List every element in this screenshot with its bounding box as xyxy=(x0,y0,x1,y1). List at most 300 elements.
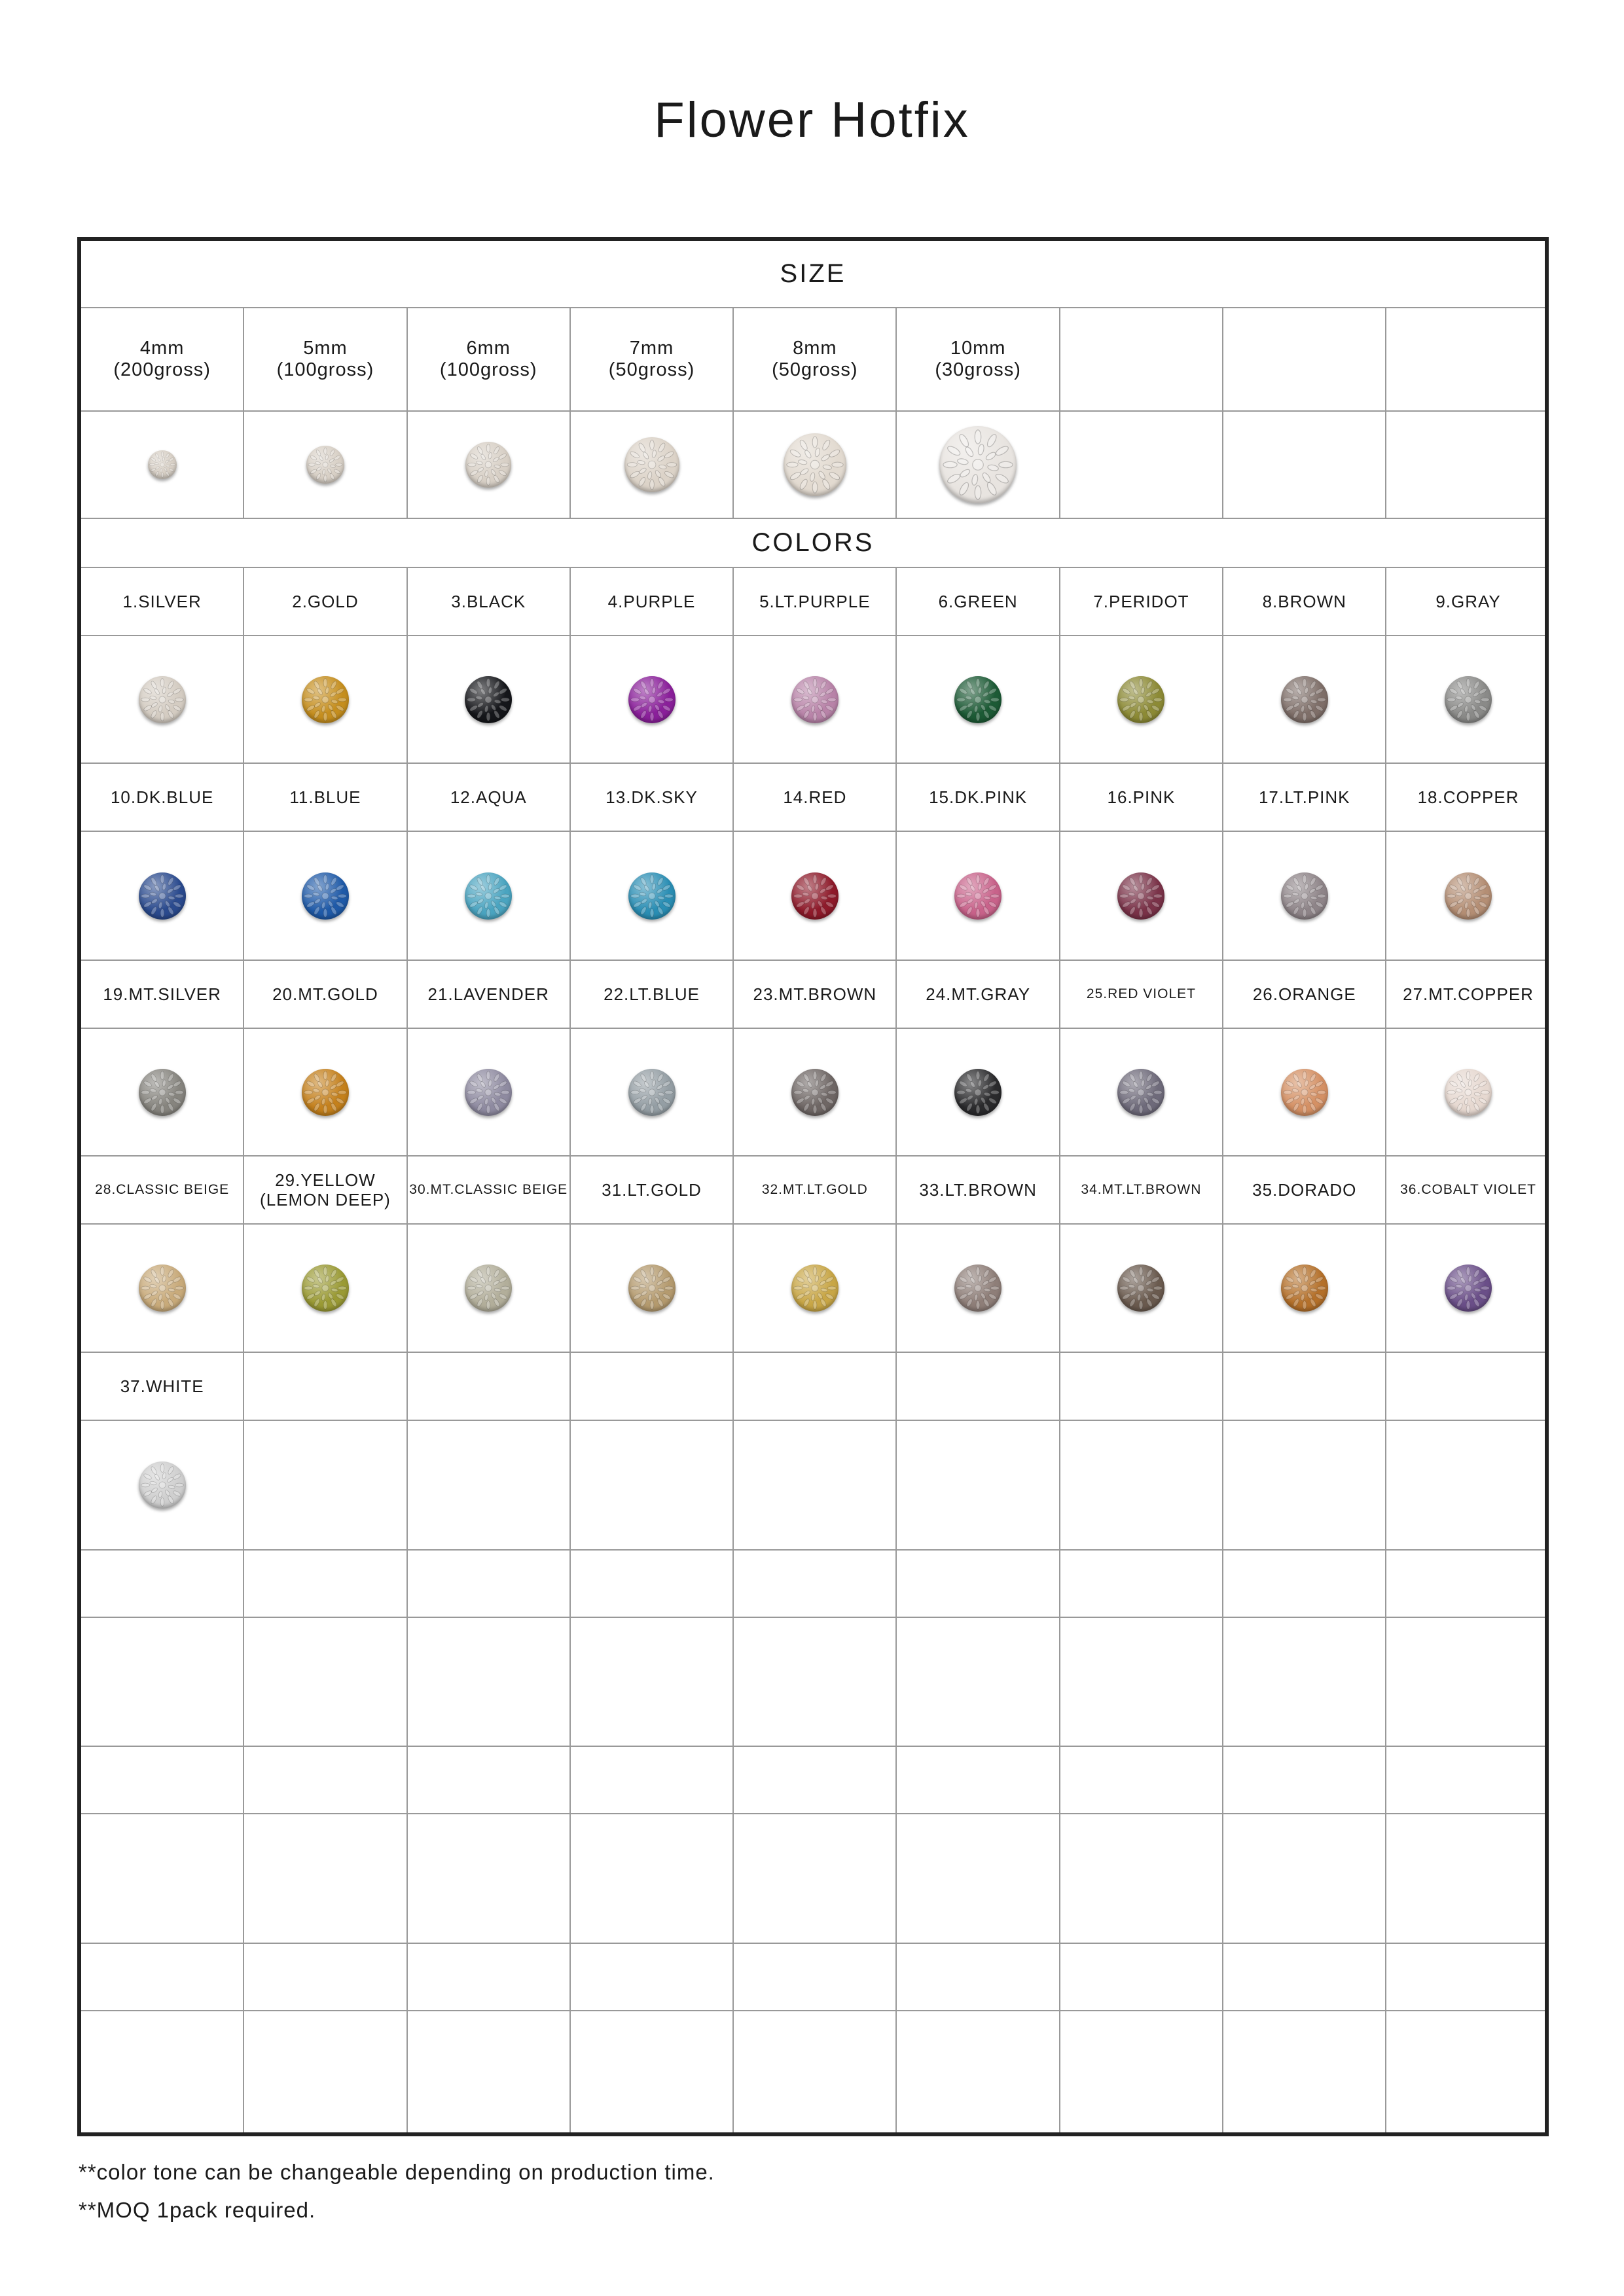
table-cell xyxy=(571,961,734,1028)
table-cell xyxy=(571,1814,734,1943)
color-swatch-32 xyxy=(791,1265,839,1312)
color-swatch-3 xyxy=(465,676,512,723)
table-cell xyxy=(408,636,571,762)
color-swatch-10 xyxy=(139,872,186,920)
table-cell xyxy=(1223,1747,1386,1813)
table-cell xyxy=(897,1944,1060,2010)
color-swatch-15 xyxy=(954,872,1001,920)
color-swatch-12 xyxy=(465,872,512,920)
table-cell xyxy=(1060,961,1223,1028)
table-cell xyxy=(408,1814,571,1943)
color-label: 3.BLACK xyxy=(451,592,526,611)
table-row xyxy=(81,1551,1545,1618)
flower-pattern-icon xyxy=(139,1462,186,1509)
color-label: 12.AQUA xyxy=(450,787,527,807)
color-label: 8.BROWN xyxy=(1262,592,1346,611)
flower-pattern-icon xyxy=(954,1069,1001,1116)
color-swatch-25 xyxy=(1117,1069,1164,1116)
table-cell xyxy=(244,2011,407,2132)
color-swatch-31 xyxy=(628,1265,676,1312)
table-cell xyxy=(1386,1944,1549,2010)
table-cell xyxy=(1386,1029,1549,1155)
color-swatch-1 xyxy=(139,676,186,723)
flower-pattern-icon xyxy=(628,1069,676,1116)
table-cell xyxy=(81,764,244,831)
color-label: 19.MT.SILVER xyxy=(103,984,221,1004)
table-cell xyxy=(81,308,244,410)
table-cell xyxy=(244,568,407,635)
flower-pattern-icon xyxy=(939,426,1017,503)
color-swatch-33 xyxy=(954,1265,1001,1312)
table-cell xyxy=(734,568,897,635)
note-color-tone: **color tone can be changeable depending on production time. xyxy=(79,2160,715,2184)
table-cell xyxy=(244,1421,407,1549)
table-cell xyxy=(81,2011,244,2132)
flower-pattern-icon xyxy=(784,433,846,496)
table-row xyxy=(81,1814,1545,1944)
color-label: 30.MT.CLASSIC BEIGE xyxy=(409,1182,568,1197)
table-cell xyxy=(734,1944,897,2010)
table-cell xyxy=(897,568,1060,635)
table-cell xyxy=(408,1029,571,1155)
table-cell xyxy=(897,1551,1060,1617)
table-cell xyxy=(734,636,897,762)
table-cell xyxy=(734,1157,897,1223)
table-row xyxy=(81,636,1545,764)
table-cell xyxy=(1223,764,1386,831)
table-cell xyxy=(734,1747,897,1813)
table-cell xyxy=(81,961,244,1028)
table-cell xyxy=(244,1618,407,1746)
table-cell xyxy=(1223,412,1386,518)
flower-pattern-icon xyxy=(1117,1069,1164,1116)
table-cell xyxy=(897,1353,1060,1420)
table-cell xyxy=(734,1421,897,1549)
table-cell xyxy=(1060,1747,1223,1813)
size-label: 10mm (30gross) xyxy=(935,338,1021,380)
color-label: 24.MT.GRAY xyxy=(926,984,1031,1004)
color-label: 1.SILVER xyxy=(122,592,202,611)
table-cell xyxy=(734,1029,897,1155)
flower-pattern-icon xyxy=(306,446,344,484)
flower-pattern-icon xyxy=(954,1265,1001,1312)
color-label: 37.WHITE xyxy=(120,1376,204,1396)
color-swatch-29 xyxy=(302,1265,349,1312)
table-cell xyxy=(408,764,571,831)
table-cell xyxy=(1386,1157,1549,1223)
size-swatch-4 xyxy=(624,437,679,492)
table-cell xyxy=(897,2011,1060,2132)
flower-pattern-icon xyxy=(1445,676,1492,723)
table-cell xyxy=(1060,568,1223,635)
table-cell xyxy=(1386,568,1549,635)
color-label: 2.GOLD xyxy=(292,592,359,611)
table-cell xyxy=(897,308,1060,410)
table-cell xyxy=(244,961,407,1028)
table-cell xyxy=(81,1225,244,1352)
flower-pattern-icon xyxy=(954,676,1001,723)
table-cell xyxy=(1223,1157,1386,1223)
table-cell xyxy=(408,308,571,410)
table-cell xyxy=(408,1225,571,1352)
color-label: 29.YELLOW (LEMON DEEP) xyxy=(260,1170,391,1210)
flower-pattern-icon xyxy=(302,872,349,920)
table-row xyxy=(81,1353,1545,1421)
color-swatch-36 xyxy=(1445,1265,1492,1312)
table-cell xyxy=(408,1747,571,1813)
flower-pattern-icon xyxy=(1445,872,1492,920)
table-cell xyxy=(1060,636,1223,762)
table-cell xyxy=(571,568,734,635)
size-section-title: SIZE xyxy=(780,259,846,288)
table-cell xyxy=(244,1157,407,1223)
table-cell xyxy=(1223,1029,1386,1155)
table-cell xyxy=(734,308,897,410)
color-swatch-8 xyxy=(1281,676,1328,723)
color-swatch-35 xyxy=(1281,1265,1328,1312)
color-swatch-13 xyxy=(628,872,676,920)
table-row xyxy=(81,308,1545,412)
color-label: 25.RED VIOLET xyxy=(1086,986,1196,1001)
table-cell xyxy=(897,764,1060,831)
table-cell xyxy=(408,1618,571,1746)
table-cell xyxy=(408,1551,571,1617)
size-label: 7mm (50gross) xyxy=(608,338,695,380)
color-label: 33.LT.BROWN xyxy=(919,1180,1037,1200)
color-swatch-21 xyxy=(465,1069,512,1116)
table-cell xyxy=(1060,1029,1223,1155)
table-cell xyxy=(571,1618,734,1746)
flower-pattern-icon xyxy=(139,872,186,920)
flower-pattern-icon xyxy=(1281,676,1328,723)
color-swatch-27 xyxy=(1445,1069,1492,1116)
flower-pattern-icon xyxy=(791,1069,839,1116)
table-cell xyxy=(734,1814,897,1943)
flower-pattern-icon xyxy=(1117,676,1164,723)
color-label: 23.MT.BROWN xyxy=(753,984,877,1004)
table-cell xyxy=(734,2011,897,2132)
table-cell xyxy=(1060,1157,1223,1223)
table-cell xyxy=(571,1421,734,1549)
size-label: 4mm (200gross) xyxy=(113,338,211,380)
size-swatch-3 xyxy=(465,442,511,488)
table-cell xyxy=(1223,1814,1386,1943)
table-cell xyxy=(1060,1225,1223,1352)
table-cell xyxy=(571,764,734,831)
table-cell xyxy=(571,1353,734,1420)
color-swatch-24 xyxy=(954,1069,1001,1116)
table-row xyxy=(81,2011,1545,2132)
table-cell xyxy=(1223,961,1386,1028)
color-label: 15.DK.PINK xyxy=(929,787,1028,807)
table-cell xyxy=(734,412,897,518)
size-swatch-6 xyxy=(939,426,1017,503)
table-cell xyxy=(1386,636,1549,762)
color-swatch-7 xyxy=(1117,676,1164,723)
table-cell xyxy=(408,1157,571,1223)
table-cell xyxy=(81,1814,244,1943)
flower-pattern-icon xyxy=(1445,1265,1492,1312)
flower-pattern-icon xyxy=(791,676,839,723)
table-cell xyxy=(1223,1225,1386,1352)
table-cell xyxy=(1223,568,1386,635)
size-section-header xyxy=(81,241,1545,308)
flower-pattern-icon xyxy=(302,1069,349,1116)
flower-pattern-icon xyxy=(465,1265,512,1312)
table-cell xyxy=(571,2011,734,2132)
table-cell xyxy=(571,412,734,518)
flower-pattern-icon xyxy=(302,1265,349,1312)
table-cell xyxy=(734,832,897,960)
color-swatch-34 xyxy=(1117,1265,1164,1312)
table-cell xyxy=(1223,636,1386,762)
colors-section-header xyxy=(81,519,1545,568)
color-label: 6.GREEN xyxy=(938,592,1018,611)
color-swatch-18 xyxy=(1445,872,1492,920)
table-cell xyxy=(244,1747,407,1813)
table-cell xyxy=(1386,2011,1549,2132)
color-label: 20.MT.GOLD xyxy=(272,984,378,1004)
color-swatch-16 xyxy=(1117,872,1164,920)
table-cell xyxy=(408,1944,571,2010)
color-swatch-30 xyxy=(465,1265,512,1312)
color-label: 21.LAVENDER xyxy=(427,984,549,1004)
table-cell xyxy=(1060,1814,1223,1943)
color-label: 9.GRAY xyxy=(1435,592,1501,611)
color-label: 5.LT.PURPLE xyxy=(759,592,871,611)
table-cell xyxy=(408,961,571,1028)
flower-pattern-icon xyxy=(1281,1069,1328,1116)
table-cell xyxy=(81,1551,244,1617)
table-cell xyxy=(244,1225,407,1352)
table-row xyxy=(81,764,1545,832)
color-swatch-9 xyxy=(1445,676,1492,723)
flower-pattern-icon xyxy=(465,442,511,488)
table-row xyxy=(81,1029,1545,1157)
table-row xyxy=(81,1225,1545,1353)
table-cell xyxy=(734,1618,897,1746)
color-label: 26.ORANGE xyxy=(1252,984,1356,1004)
color-label: 28.CLASSIC BEIGE xyxy=(95,1182,230,1197)
table-cell xyxy=(1386,1225,1549,1352)
table-cell xyxy=(1223,832,1386,960)
flower-pattern-icon xyxy=(1117,1265,1164,1312)
table-cell xyxy=(81,412,244,518)
flower-pattern-icon xyxy=(1281,1265,1328,1312)
flower-pattern-icon xyxy=(628,676,676,723)
table-row xyxy=(81,1157,1545,1225)
size-swatch-5 xyxy=(784,433,846,496)
table-cell xyxy=(1060,1551,1223,1617)
color-label: 22.LT.BLUE xyxy=(604,984,700,1004)
table-cell xyxy=(571,1029,734,1155)
table-cell xyxy=(244,412,407,518)
flower-pattern-icon xyxy=(1281,872,1328,920)
table-cell xyxy=(1223,1551,1386,1617)
table-cell xyxy=(408,1421,571,1549)
table-cell xyxy=(1060,2011,1223,2132)
flower-pattern-icon xyxy=(791,1265,839,1312)
color-label: 11.BLUE xyxy=(289,787,361,807)
table-cell xyxy=(897,961,1060,1028)
table-cell xyxy=(1060,308,1223,410)
table-cell xyxy=(1386,961,1549,1028)
color-swatch-19 xyxy=(139,1069,186,1116)
table-cell xyxy=(1060,764,1223,831)
table-cell xyxy=(571,1551,734,1617)
table-cell xyxy=(1386,1814,1549,1943)
table-cell xyxy=(1060,1421,1223,1549)
table-cell xyxy=(1386,1551,1549,1617)
table-cell xyxy=(734,1551,897,1617)
table-cell xyxy=(1060,1618,1223,1746)
table-cell xyxy=(81,832,244,960)
table-cell xyxy=(81,1157,244,1223)
color-label: 10.DK.BLUE xyxy=(110,787,214,807)
color-chart-table xyxy=(77,237,1549,2136)
flower-pattern-icon xyxy=(465,676,512,723)
table-cell xyxy=(1060,1944,1223,2010)
table-cell xyxy=(244,636,407,762)
table-cell xyxy=(1223,1944,1386,2010)
table-cell xyxy=(1223,1353,1386,1420)
table-cell xyxy=(408,832,571,960)
table-cell xyxy=(1386,764,1549,831)
flower-pattern-icon xyxy=(139,1069,186,1116)
table-cell xyxy=(571,1944,734,2010)
flower-pattern-icon xyxy=(791,872,839,920)
table-cell xyxy=(897,1747,1060,1813)
flower-pattern-icon xyxy=(1117,872,1164,920)
color-swatch-2 xyxy=(302,676,349,723)
color-label: 32.MT.LT.GOLD xyxy=(761,1182,868,1197)
table-cell xyxy=(1223,308,1386,410)
flower-pattern-icon xyxy=(148,450,177,479)
table-cell xyxy=(1386,1747,1549,1813)
color-label: 31.LT.GOLD xyxy=(602,1180,702,1200)
table-cell xyxy=(244,1551,407,1617)
table-cell xyxy=(571,1225,734,1352)
page-title: Flower Hotfix xyxy=(654,92,970,148)
color-swatch-23 xyxy=(791,1069,839,1116)
size-label: 5mm (100gross) xyxy=(276,338,374,380)
table-row xyxy=(81,412,1545,519)
table-row xyxy=(81,1618,1545,1747)
table-row xyxy=(81,832,1545,961)
color-swatch-22 xyxy=(628,1069,676,1116)
table-cell xyxy=(897,832,1060,960)
flower-pattern-icon xyxy=(628,872,676,920)
color-label: 27.MT.COPPER xyxy=(1403,984,1534,1004)
table-cell xyxy=(897,1421,1060,1549)
table-cell xyxy=(244,1353,407,1420)
color-swatch-26 xyxy=(1281,1069,1328,1116)
table-cell xyxy=(571,1157,734,1223)
table-cell xyxy=(408,1353,571,1420)
table-cell xyxy=(244,764,407,831)
note-moq: **MOQ 1pack required. xyxy=(79,2198,316,2222)
flower-pattern-icon xyxy=(139,1265,186,1312)
table-cell xyxy=(244,1814,407,1943)
flower-pattern-icon xyxy=(302,676,349,723)
table-cell xyxy=(1386,832,1549,960)
flower-pattern-icon xyxy=(139,676,186,723)
table-cell xyxy=(734,961,897,1028)
color-label: 4.PURPLE xyxy=(607,592,696,611)
color-label: 14.RED xyxy=(783,787,847,807)
table-cell xyxy=(244,308,407,410)
table-cell xyxy=(81,1618,244,1746)
color-swatch-20 xyxy=(302,1069,349,1116)
color-label: 13.DK.SKY xyxy=(605,787,698,807)
color-swatch-28 xyxy=(139,1265,186,1312)
table-cell xyxy=(571,636,734,762)
table-cell xyxy=(1060,1353,1223,1420)
flower-pattern-icon xyxy=(465,1069,512,1116)
table-cell xyxy=(897,1814,1060,1943)
color-label: 16.PINK xyxy=(1107,787,1176,807)
table-cell xyxy=(1386,1353,1549,1420)
table-cell xyxy=(408,412,571,518)
color-label: 35.DORADO xyxy=(1252,1180,1357,1200)
table-cell xyxy=(81,1029,244,1155)
table-row xyxy=(81,1747,1545,1814)
size-swatch-1 xyxy=(148,450,177,479)
color-label: 18.COPPER xyxy=(1417,787,1519,807)
flower-pattern-icon xyxy=(1445,1069,1492,1116)
table-row xyxy=(81,568,1545,636)
table-cell xyxy=(1386,308,1549,410)
table-cell xyxy=(244,1944,407,2010)
size-label: 8mm (50gross) xyxy=(772,338,858,380)
table-cell xyxy=(81,1353,244,1420)
color-swatch-11 xyxy=(302,872,349,920)
table-cell xyxy=(734,1225,897,1352)
table-cell xyxy=(1060,832,1223,960)
table-cell xyxy=(897,1029,1060,1155)
table-row xyxy=(81,1944,1545,2011)
color-swatch-17 xyxy=(1281,872,1328,920)
color-swatch-6 xyxy=(954,676,1001,723)
table-cell xyxy=(81,1747,244,1813)
colors-section-title: COLORS xyxy=(751,528,875,557)
table-cell xyxy=(734,1353,897,1420)
table-cell xyxy=(244,1029,407,1155)
table-cell xyxy=(244,832,407,960)
color-swatch-5 xyxy=(791,676,839,723)
table-cell xyxy=(81,1421,244,1549)
size-label: 6mm (100gross) xyxy=(439,338,537,380)
table-cell xyxy=(897,1157,1060,1223)
flower-pattern-icon xyxy=(628,1265,676,1312)
table-cell xyxy=(408,568,571,635)
table-cell xyxy=(571,308,734,410)
table-cell xyxy=(408,2011,571,2132)
table-cell xyxy=(897,412,1060,518)
color-swatch-14 xyxy=(791,872,839,920)
table-cell xyxy=(1223,1421,1386,1549)
flower-pattern-icon xyxy=(954,872,1001,920)
table-cell xyxy=(571,1747,734,1813)
flower-pattern-icon xyxy=(624,437,679,492)
table-cell xyxy=(897,1618,1060,1746)
table-cell xyxy=(1386,1618,1549,1746)
table-cell xyxy=(571,832,734,960)
table-cell xyxy=(1223,2011,1386,2132)
table-cell xyxy=(1060,412,1223,518)
color-label: 17.LT.PINK xyxy=(1258,787,1350,807)
table-cell xyxy=(1386,412,1549,518)
